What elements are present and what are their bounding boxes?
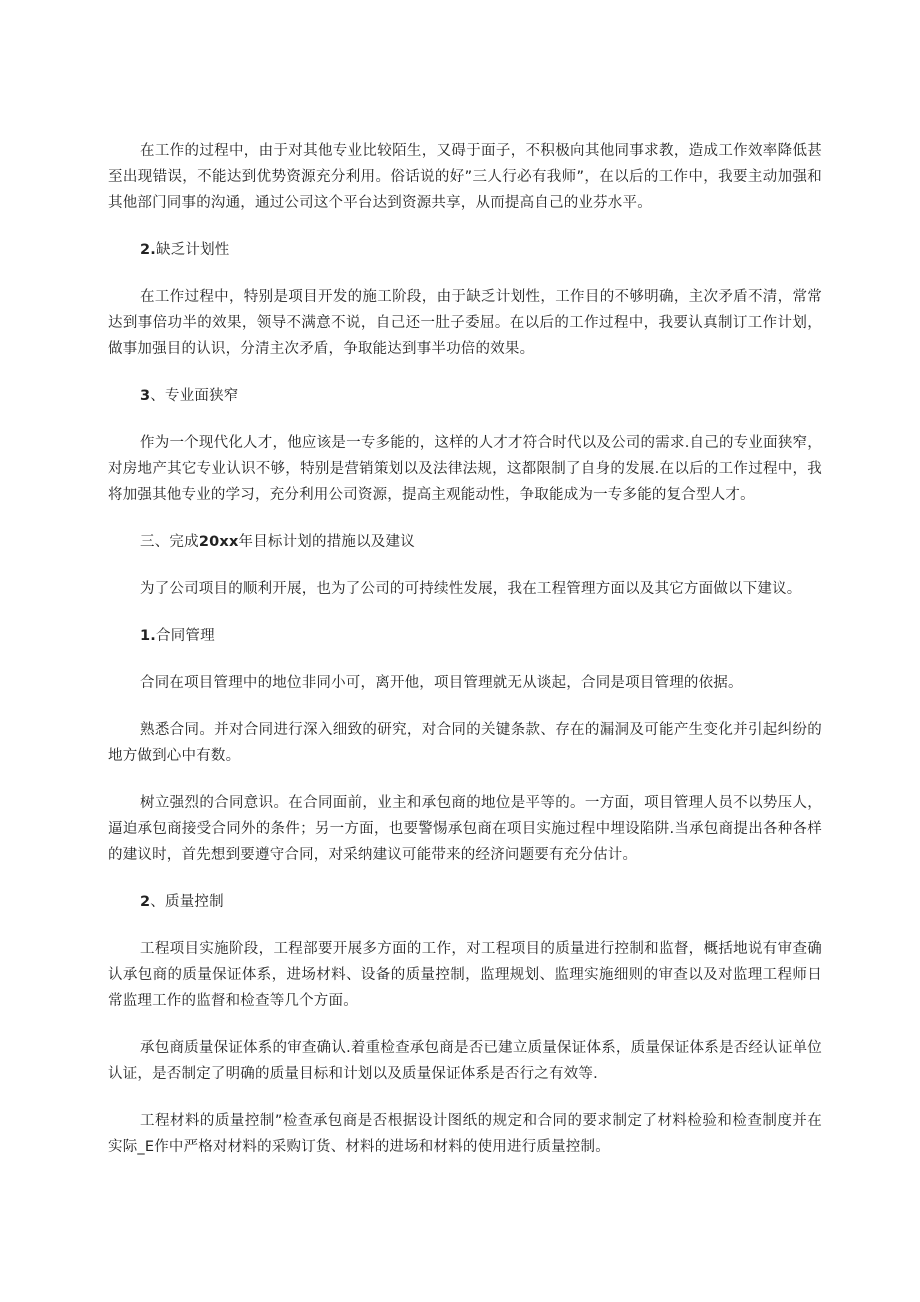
- paragraph-9: 承包商质量保证体系的审查确认.着重检查承包商是否已建立质量保证体系，质量保证体系是否经认证单位认证，是否制定了明确的质量目标和计划以及质量保证体系是否行之有效等.: [108, 1040, 822, 1082]
- section-heading-measures: [108, 529, 822, 555]
- heading-number: 2.: [140, 242, 156, 258]
- heading-text: 、质量控制: [150, 894, 224, 910]
- heading-contract-management: [108, 623, 822, 649]
- paragraph-3: 作为一个现代化人才，他应该是一专多能的，这样的人才才符合时代以及公司的需求.自己的专业面狭窄，对房地产其它专业认识不够，特别是营销策划以及法律法规，这都限制了自身的发展.在以后的工作过程中，我将加强其他专业的学习，充分利用公司资源，提高主观能动性，争取能成为一专多能的复合型人才。: [108, 435, 822, 503]
- heading-text: 、专业面狭窄: [150, 388, 239, 404]
- heading-text: 缺乏计划性: [156, 242, 230, 258]
- heading-quality-control: [108, 889, 822, 915]
- heading-text: 年目标计划的措施以及建议: [238, 534, 415, 550]
- paragraph-6: 熟悉合同。并对合同进行深入细致的研究，对合同的关键条款、存在的漏洞及可能产生变化并引起纠纷的地方做到心中有数。: [108, 722, 822, 764]
- heading-text: 合同管理: [156, 628, 215, 644]
- document-body: [108, 138, 822, 1160]
- heading-prefix: 三、完成: [140, 534, 199, 550]
- paragraph-8: 工程项目实施阶段，工程部要开展多方面的工作，对工程项目的质量进行控制和监督，概括地说有审查确认承包商的质量保证体系，进场材料、设备的质量控制，监理规划、监理实施细则的审查以及对监理工程师日常监理工作的监督和检查等几个方面。: [108, 941, 822, 1009]
- paragraph-7: 树立强烈的合同意识。在合同面前，业主和承包商的地位是平等的。一方面，项目管理人员不以势压人，逼迫承包商接受合同外的条件；另一方面，也要警惕承包商在项目实施过程中埋设陷阱.当承包商提出各种各样的建议时，首先想到要遵守合同，对采纳建议可能带来的经济问题要有充分估计。: [108, 795, 822, 863]
- heading-year: 20xx: [198, 534, 239, 550]
- heading-number: 3: [140, 388, 151, 404]
- heading-lack-of-planning: [108, 237, 822, 263]
- paragraph-4: 为了公司项目的顺利开展，也为了公司的可持续性发展，我在工程管理方面以及其它方面做以下建议。: [140, 581, 802, 597]
- paragraph-2: 在工作过程中，特别是项目开发的施工阶段，由于缺乏计划性，工作目的不够明确，主次矛盾不清，常常达到事倍功半的效果，领导不满意不说，自己还一肚子委屈。在以后的工作过程中，我要认真制订工作计划，做事加强目的认识，分清主次矛盾，争取能达到事半功倍的效果。: [108, 289, 822, 357]
- paragraph-5: 合同在项目管理中的地位非同小可，离开他，项目管理就无从谈起，合同是项目管理的依据。: [140, 675, 743, 691]
- paragraph-1: 在工作的过程中，由于对其他专业比较陌生，又碍于面子，不积极向其他同事求教，造成工作效率降低甚至出现错误，不能达到优势资源充分利用。俗话说的好”三人行必有我师”，在以后的工作中，我要主动加强和其他部门同事的沟通，通过公司这个平台达到资源共享，从而提高自己的业芬水平。: [108, 143, 822, 211]
- heading-number: 2: [140, 894, 151, 910]
- heading-number: 1.: [140, 628, 156, 644]
- heading-narrow-specialty: [108, 383, 822, 409]
- paragraph-10: 工程材料的质量控制”检查承包商是否根据设计图纸的规定和合同的要求制定了材料检验和检查制度并在实际_E作中严格对材料的采购订货、材料的进场和材料的使用进行质量控制。: [108, 1113, 822, 1155]
